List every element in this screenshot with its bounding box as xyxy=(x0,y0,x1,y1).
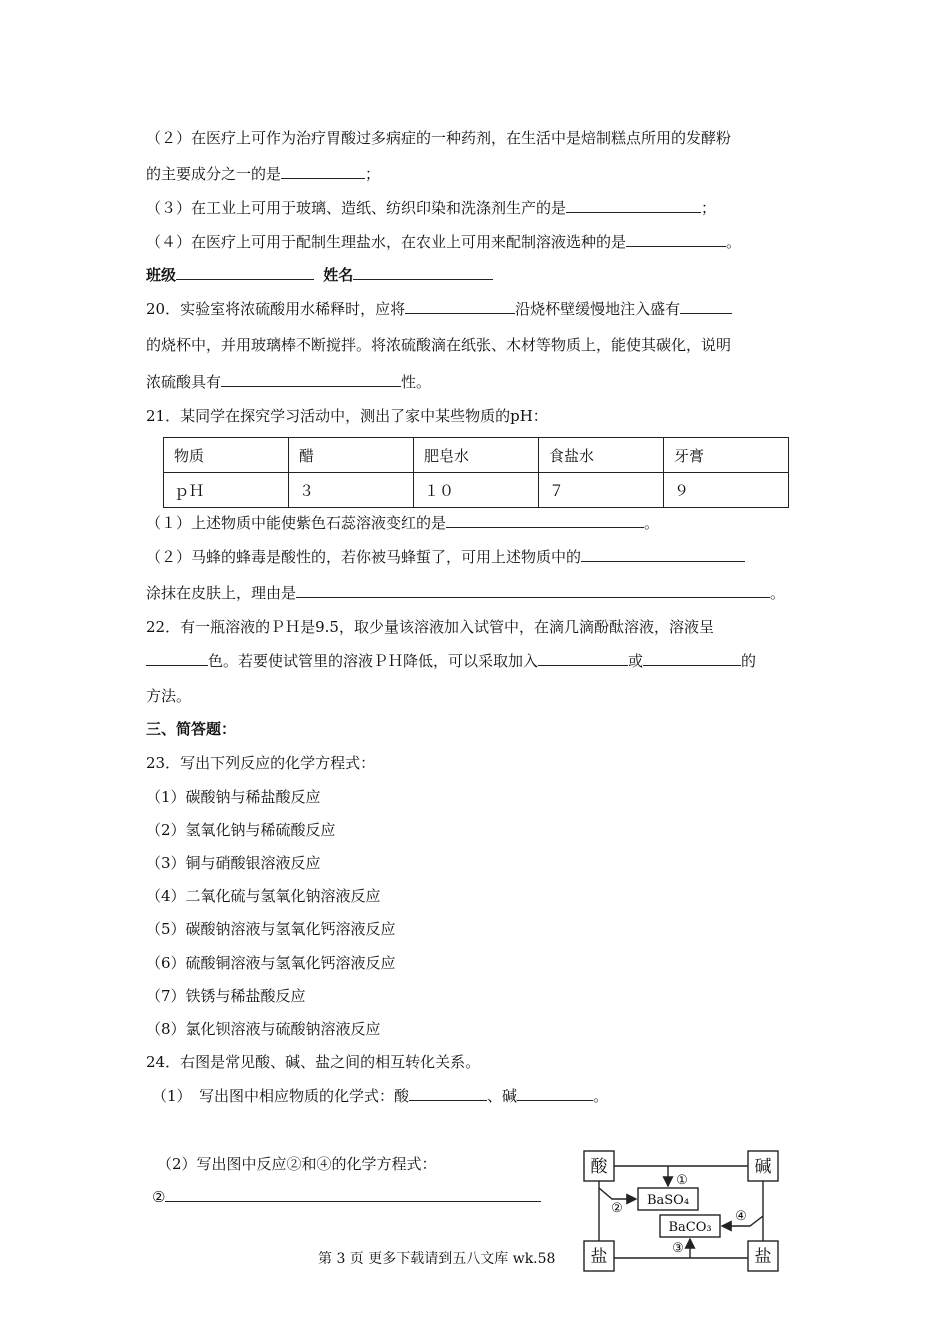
q24-intro: 24．右图是常见酸、碱、盐之间的相互转化关系。 xyxy=(146,1053,481,1071)
class-field[interactable] xyxy=(176,265,314,280)
q19-part3: （３）在工业上可用于玻璃、造纸、纺织印染和洗涤剂生产的是 ； xyxy=(146,199,717,217)
class-label: 班级 xyxy=(146,266,177,284)
acid-formula-blank[interactable] xyxy=(409,1086,487,1101)
answer-blank[interactable] xyxy=(221,372,401,387)
section-title: 三、简答题： xyxy=(146,720,237,738)
salt-right-label: 盐 xyxy=(754,1247,772,1267)
q20-line3: 浓硫酸具有 性。 xyxy=(146,373,432,391)
baco3-label: BaCO₃ xyxy=(668,1220,712,1235)
list-item: （4）二氧化硫与氢氧化钠溶液反应 xyxy=(146,887,381,905)
answer-blank[interactable] xyxy=(146,651,208,666)
table-cell: １０ xyxy=(414,473,539,508)
table-header-row xyxy=(164,438,789,473)
reaction-3-label: ③ xyxy=(672,1241,684,1256)
list-item: （7）铁锈与稀盐酸反应 xyxy=(146,987,306,1005)
q22-line3: 方法。 xyxy=(146,687,192,705)
list-item: （8）氯化钡溶液与硫酸钠溶液反应 xyxy=(146,1020,381,1038)
q24-part2: （2）写出图中反应②和④的化学方程式： xyxy=(157,1155,437,1173)
table-cell: 食盐水 xyxy=(539,438,664,473)
q19-part4: （４）在医疗上可用于配制生理盐水，在农业上可用来配制溶液选种的是 。 xyxy=(146,233,742,251)
q24-part1: （1） 写出图中相应物质的化学式：酸 、碱 。 xyxy=(152,1087,609,1105)
acid-label: 酸 xyxy=(590,1157,608,1177)
q21-part2-line2: 涂抹在皮肤上，理由是 。 xyxy=(146,584,786,602)
answer-blank[interactable] xyxy=(643,651,741,666)
base-label: 碱 xyxy=(754,1157,772,1177)
table-cell: 牙膏 xyxy=(664,438,789,473)
name-field[interactable] xyxy=(353,265,493,280)
reaction-1-label: ① xyxy=(676,1173,688,1188)
answer-blank[interactable] xyxy=(165,1187,541,1202)
q19-part2-line1: （２）在医疗上可作为治疗胃酸过多病症的一种药剂，在生活中是焙制糕点所用的发酵粉 xyxy=(146,129,732,147)
name-label: 姓名 xyxy=(323,266,354,284)
q22-line1: 22．有一瓶溶液的ＰＨ是9.5，取少量该溶液加入试管中，在滴几滴酚酞溶液，溶液呈 xyxy=(146,618,714,636)
q24-part2-answer: ② xyxy=(152,1187,541,1207)
ph-table xyxy=(163,437,789,508)
table-cell: 醋 xyxy=(289,438,414,473)
baso4-label: BaSO₄ xyxy=(646,1193,690,1208)
q19-part2-line2: 的主要成分之一的是 ； xyxy=(146,165,381,183)
table-cell: 物质 xyxy=(164,438,289,473)
q21-part2-line1: （２）马蜂的蜂毒是酸性的，若你被马蜂蜇了，可用上述物质中的 xyxy=(146,547,745,567)
answer-blank[interactable] xyxy=(281,164,365,179)
table-cell: ９ xyxy=(664,473,789,508)
answer-blank[interactable] xyxy=(446,513,644,528)
answer-blank[interactable] xyxy=(566,198,701,213)
list-item: （2）氢氧化钠与稀硫酸反应 xyxy=(146,821,336,839)
table-cell: ３ xyxy=(289,473,414,508)
q21-part1: （１）上述物质中能使紫色石蕊溶液变红的是 。 xyxy=(146,514,660,532)
base-formula-blank[interactable] xyxy=(517,1086,593,1101)
salt-left-label: 盐 xyxy=(590,1247,608,1267)
list-item: （3）铜与硝酸银溶液反应 xyxy=(146,854,321,872)
q22-line2: 色。若要使试管里的溶液ＰＨ降低，可以采取加入 或 的 xyxy=(146,651,756,671)
table-cell: ７ xyxy=(539,473,664,508)
q23-intro: 23．写出下列反应的化学方程式： xyxy=(146,754,376,772)
answer-blank[interactable] xyxy=(626,232,726,247)
page-footer: 第 3 页 更多下载请到五八文库 wk.58 xyxy=(318,1251,556,1267)
answer-blank[interactable] xyxy=(581,547,745,562)
list-item: （5）碳酸钠溶液与氢氧化钙溶液反应 xyxy=(146,920,396,938)
q21-intro: 21．某同学在探究学习活动中，测出了家中某些物质的pH： xyxy=(146,407,548,425)
list-item: （1）碳酸钠与稀盐酸反应 xyxy=(146,788,321,806)
answer-blank[interactable] xyxy=(680,299,732,314)
table-cell: ｐＨ xyxy=(164,473,289,508)
answer-blank[interactable] xyxy=(296,583,770,598)
table-row xyxy=(164,473,789,508)
table-cell: 肥皂水 xyxy=(414,438,539,473)
conversion-diagram xyxy=(578,1148,784,1274)
reaction-2-label: ② xyxy=(611,1201,623,1216)
reaction-4-label: ④ xyxy=(735,1209,747,1224)
q20-line2: 的烧杯中，并用玻璃棒不断搅拌。将浓硫酸滴在纸张、木材等物质上，能使其碳化，说明 xyxy=(146,336,732,354)
answer-blank[interactable] xyxy=(405,299,515,314)
class-name-row xyxy=(146,265,493,285)
answer-blank[interactable] xyxy=(538,651,628,666)
q20-line1: 20．实验室将浓硫酸用水稀释时，应将 沿烧杯壁缓慢地注入盛有 xyxy=(146,299,732,319)
list-item: （6）硫酸铜溶液与氢氧化钙溶液反应 xyxy=(146,954,396,972)
